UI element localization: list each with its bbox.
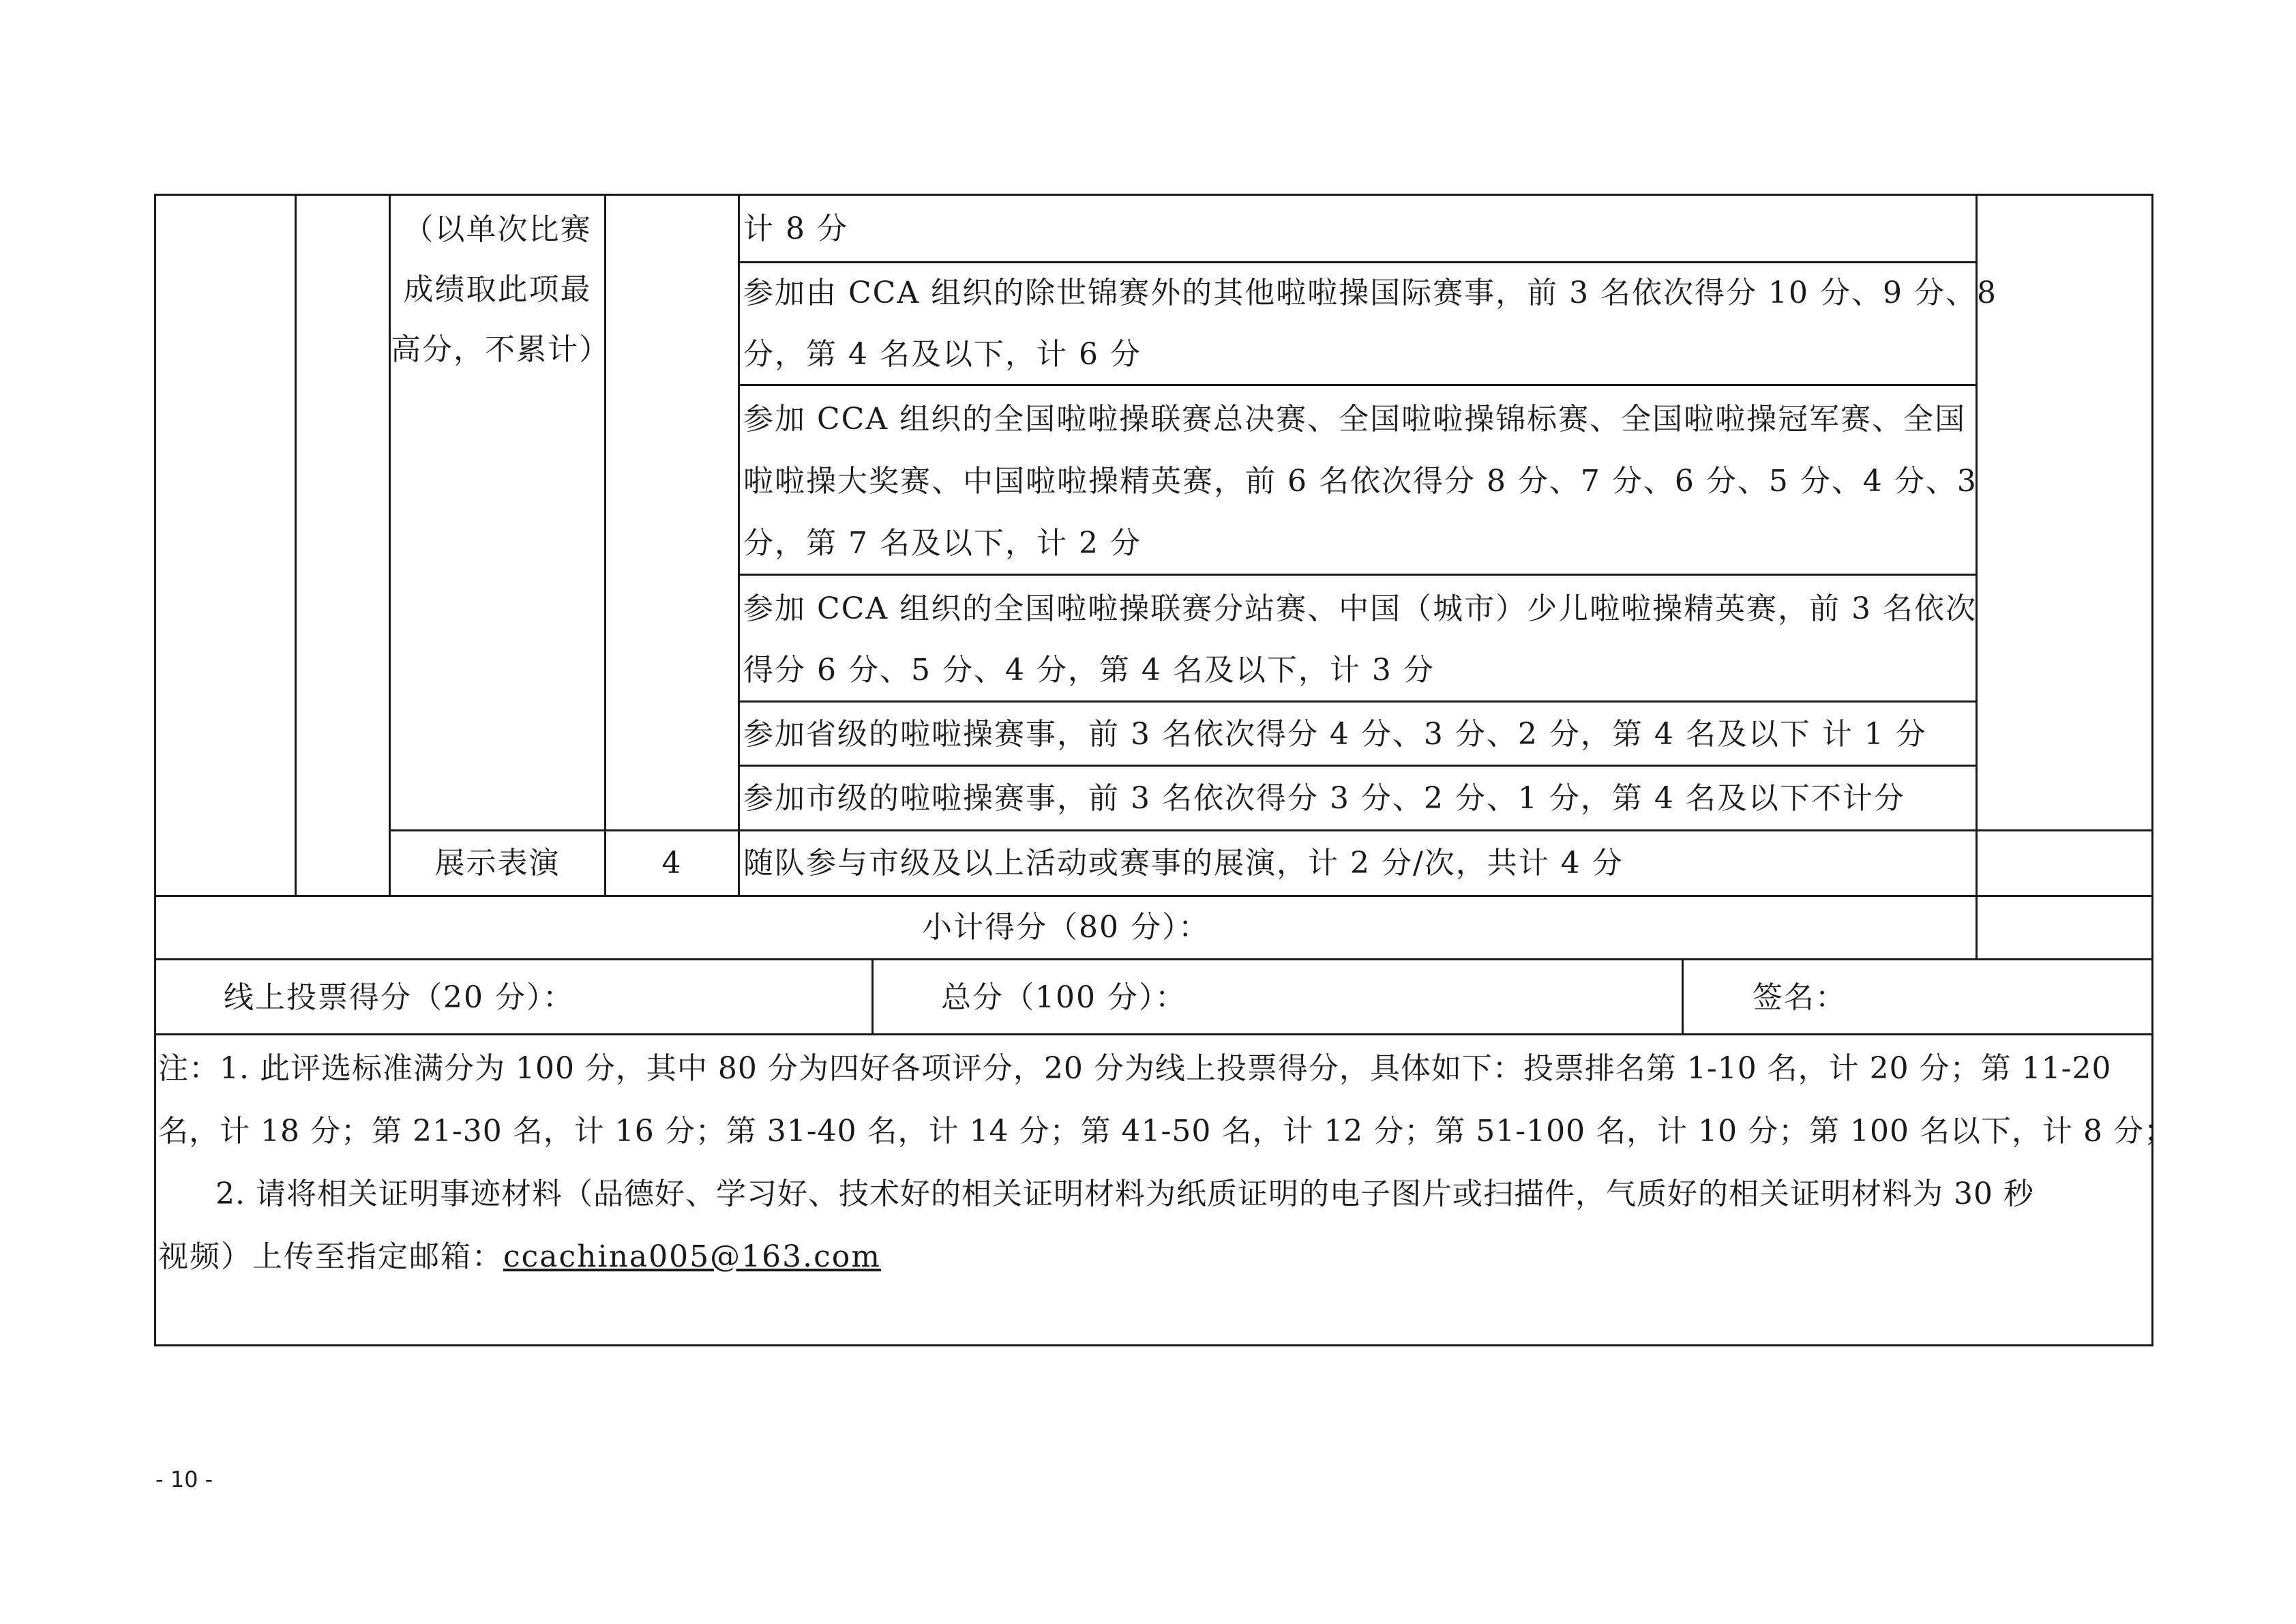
criteria-text: 参加由 CCA 组织的除世锦赛外的其他啦啦操国际赛事，前 3 名依次得分 10 分、9 分、8 bbox=[743, 276, 1997, 310]
performance-points: 4 bbox=[661, 846, 683, 881]
criteria-text: 分，第 7 名及以下，计 2 分 bbox=[743, 526, 1142, 561]
note-line: 注：1. 此评选标准满分为 100 分，其中 80 分为四好各项评分，20 分为线上投票得分，具体如下：投票排名第 1-10 名，计 20 分；第 11-20 bbox=[158, 1051, 2112, 1086]
note-line bbox=[158, 1225, 881, 1288]
email-link[interactable]: ccachina005@163.com bbox=[503, 1239, 881, 1274]
performance-description: 随队参与市级及以上活动或赛事的展演，计 2 分/次，共计 4 分 bbox=[743, 846, 1624, 881]
page-number: - 10 - bbox=[155, 1466, 213, 1492]
signature-label: 签名： bbox=[1753, 980, 1847, 1015]
note-email-prefix: 视频）上传至指定邮箱： bbox=[158, 1239, 503, 1274]
subtotal-label: 小计得分（80 分）： bbox=[922, 910, 1210, 945]
table-vline bbox=[295, 194, 297, 896]
category-line: 成绩取此项最 bbox=[403, 272, 592, 307]
table-vline bbox=[871, 960, 874, 1035]
criteria-text: 计 8 分 bbox=[743, 211, 848, 246]
note-line: 名，计 18 分；第 21-30 名，计 16 分；第 31-40 名，计 14 分；第 41-50 名，计 12 分；第 51-100 名，计 10 分；第 100 名以下，计 8 分； bbox=[158, 1114, 2175, 1149]
criteria-text: 参加市级的啦啦操赛事，前 3 名依次得分 3 分、2 分、1 分，第 4 名及以下不计分 bbox=[743, 781, 1905, 816]
note-line: 2. 请将相关证明事迹材料（品德好、学习好、技术好的相关证明材料为纸质证明的电子图片或扫描件，气质好的相关证明材料为 30 秒 bbox=[215, 1177, 2034, 1211]
category-line: 高分，不累计） bbox=[391, 332, 610, 367]
total-label: 总分（100 分）： bbox=[941, 980, 1187, 1015]
criteria-text: 参加 CCA 组织的全国啦啦操联赛总决赛、全国啦啦操锦标赛、全国啦啦操冠军赛、全国 bbox=[743, 402, 1967, 437]
criteria-text: 得分 6 分、5 分、4 分，第 4 名及以下，计 3 分 bbox=[743, 653, 1435, 688]
table-vline bbox=[1682, 960, 1684, 1035]
category-line: （以单次比赛 bbox=[403, 212, 592, 247]
table-vline bbox=[604, 194, 606, 896]
criteria-text: 啦啦操大奖赛、中国啦啦操精英赛，前 6 名依次得分 8 分、7 分、6 分、5 分、4 分、3 bbox=[743, 464, 1978, 499]
criteria-text: 分，第 4 名及以下，计 6 分 bbox=[743, 337, 1142, 372]
performance-label: 展示表演 bbox=[434, 846, 561, 881]
criteria-text: 参加省级的啦啦操赛事，前 3 名依次得分 4 分、3 分、2 分，第 4 名及以下 计 1 分 bbox=[743, 717, 1927, 752]
online-vote-label: 线上投票得分（20 分）： bbox=[224, 980, 574, 1015]
criteria-text: 参加 CCA 组织的全国啦啦操联赛分站赛、中国（城市）少儿啦啦操精英赛，前 3 名依次 bbox=[743, 591, 1978, 626]
table-hline bbox=[154, 1033, 2153, 1035]
table-vline bbox=[738, 194, 740, 896]
